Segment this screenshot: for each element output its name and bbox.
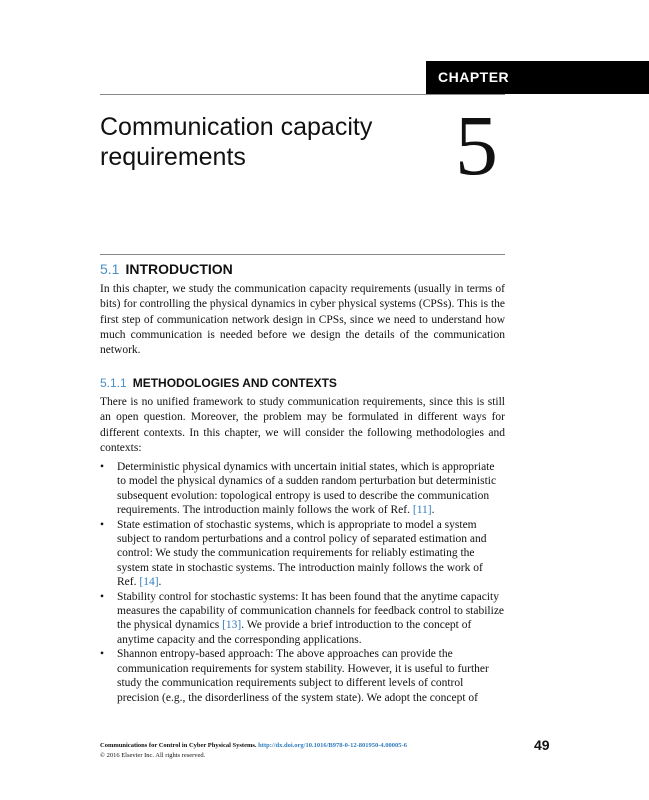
list-item: • State estimation of stochastic systems, which is appropriate to model a system subject to random perturbations and a control policy of separated estimation and control: We study the communication requirements for reliably estimating the system state in stochastic systems. The introduction mainly follows the work of Ref. [14]. [100, 518, 487, 589]
methodologies-paragraph: There is no unified framework to study communication requirements, since this is still an open question. Moreover, the problem may be formulated in different ways for different contexts. In this chapter, we will consider the following methodologies and contexts: [100, 396, 505, 454]
section-number: 5.1 [100, 261, 120, 277]
chapter-title: Communication capacity requirements [100, 113, 373, 171]
book-title: Communications for Control in Cyber Physical Systems. [100, 742, 257, 749]
bullet-icon: • [100, 518, 105, 531]
page-number: 49 [534, 737, 550, 753]
divider-section [100, 254, 505, 255]
methodology-list [100, 460, 505, 705]
bullet-icon: • [100, 461, 105, 473]
subsection-heading [100, 376, 337, 390]
citation-link[interactable]: [13] [222, 619, 242, 632]
chapter-label: CHAPTER [438, 69, 510, 85]
section-heading [100, 261, 233, 277]
subsection-title: METHODOLOGIES AND CONTEXTS [132, 376, 337, 390]
divider-top [100, 94, 505, 95]
footer-copyright: © 2016 Elsevier Inc. All rights reserved. [100, 752, 206, 759]
list-item: • Stability control for stochastic systems: It has been found that the anytime capacity measures the capability of communication channels for feedback control to stabilize the physical dynamics [13]. We provide a brief introduction to the concept of anytime capacity and the corresponding applications. [100, 590, 505, 646]
doi-link[interactable]: http://dx.doi.org/10.1016/B978-0-12-801950-4.00005-6 [258, 742, 407, 749]
intro-paragraph: In this chapter, we study the communication capacity requirements (usually in terms of bits) for controlling the physical dynamics in cyber physical systems (CPSs). This is the first step of communication network design in CPSs, since we need to understand how much communication is needed before we design the details of the communication network. [100, 283, 505, 357]
list-item: • Shannon entropy-based approach: The above approaches can provide the communication requirements for system stability. However, it is useful to further study the communication requirements subject to different levels of control precision (e.g., the disorderliness of the system state). We adopt the concept of [100, 648, 489, 704]
citation-link[interactable]: [14] [139, 576, 159, 589]
bullet-icon: • [100, 648, 105, 661]
footer-source [100, 741, 407, 751]
subsection-number: 5.1.1 [100, 376, 127, 390]
section-title: INTRODUCTION [125, 261, 233, 277]
citation-link[interactable]: [11] [412, 504, 432, 517]
list-item: • Deterministic physical dynamics with uncertain initial states, which is appropriate to model the physical dynamics of a sudden random perturbation but deterministic subsequent evolution: topological entropy is used to describe the communication requirements. The introduction mainly follows the work of Ref. [11]. [100, 461, 497, 517]
chapter-number: 5 [455, 97, 498, 193]
bullet-icon: • [100, 590, 105, 603]
